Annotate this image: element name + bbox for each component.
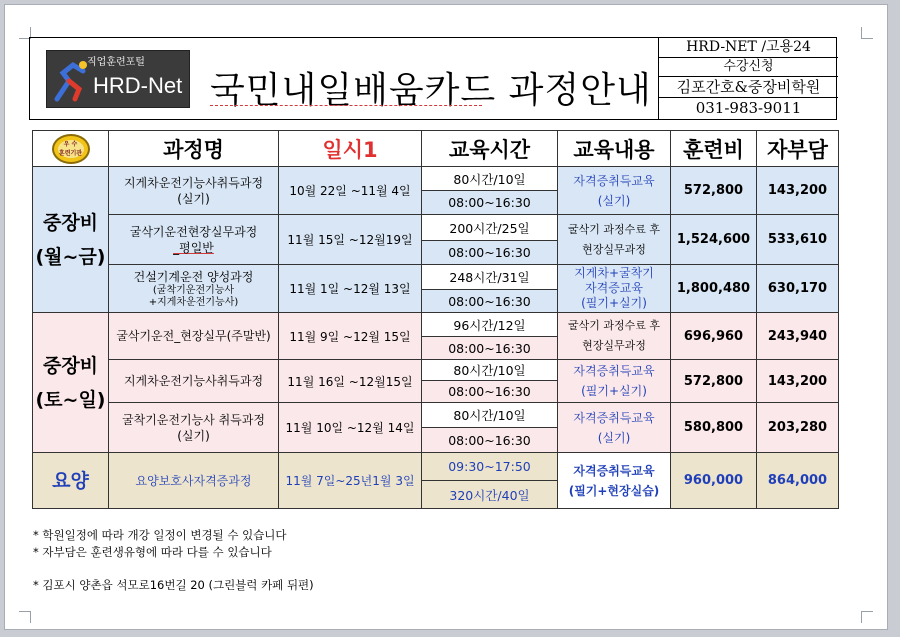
course-fee: 572,800 [671,167,757,215]
course-self-pay: 864,000 [757,453,839,509]
course-schedule: 11월 7일~25년1월 3일 [279,453,422,509]
course-schedule: 11월 10일 ~12월 14일 [279,403,422,453]
course-hours: 96시간/12일 [422,313,558,337]
course-hours: 80시간/10일 [422,403,558,428]
header-hours: 교육시간 [422,131,558,167]
course-time: 08:00~16:30 [422,191,558,215]
course-self-pay: 630,170 [757,265,839,313]
group-label-care: 요양 [33,453,109,509]
course-self-pay: 243,940 [757,313,839,360]
course-time: 08:00~16:30 [422,428,558,453]
course-hours: 80시간/10일 [422,167,558,191]
course-schedule: 11월 1일 ~12월 13일 [279,265,422,313]
table-row [33,453,839,481]
table-row [33,313,839,337]
course-fee: 696,960 [671,313,757,360]
header-course: 과정명 [109,131,279,167]
badge-line-1: 우 수 [63,140,78,148]
course-content: 지게차+굴착기 자격증교육 (필기+실기) [558,265,671,313]
course-self-pay: 533,610 [757,215,839,265]
table-header-row [33,131,839,167]
table-row [33,215,839,241]
logo-small-text: 직업훈련포털 [87,57,145,68]
course-name: 굴삭기운전현장실무과정 _평일반 [109,215,279,265]
course-hours: 200시간/25일 [422,215,558,241]
course-fee: 572,800 [671,360,757,403]
note-self-pay: * 자부담은 훈련생유형에 따라 다를 수 있습니다 [33,545,272,559]
header-content: 교육내용 [558,131,671,167]
course-content: 자격증취득교육 (실기) [558,403,671,453]
course-hours: 320시간/40일 [422,481,558,509]
crop-mark [861,611,873,623]
course-content: 자격증취득교육 (실기) [558,167,671,215]
course-name: 지게차운전기능사취득과정 (실기) [109,167,279,215]
course-time: 08:00~16:30 [422,241,558,265]
course-time: 08:00~16:30 [422,290,558,313]
course-time: 09:30~17:50 [422,453,558,481]
footnotes [33,527,314,594]
contact-box [658,37,838,120]
document-header [29,37,837,120]
course-fee: 1,800,480 [671,265,757,313]
info-line-1: HRD-NET /고용24 [659,37,838,58]
course-content: 굴삭기 과정수료 후 현장실무과정 [558,215,671,265]
course-time: 08:00~16:30 [422,337,558,360]
group-label-weekday: 중장비 (월~금) [33,167,109,313]
course-content: 굴삭기 과정수료 후 현장실무과정 [558,313,671,360]
course-schedule: 11월 9일 ~12월 15일 [279,313,422,360]
course-hours: 80시간/10일 [422,360,558,381]
header-self-pay: 자부담 [757,131,839,167]
note-schedule-change: * 학원일정에 따라 개강 일정이 변경될 수 있습니다 [33,528,287,542]
crop-mark [861,27,873,39]
course-schedule: 11월 15일 ~12월19일 [279,215,422,265]
course-schedule: 11월 16일 ~12월15일 [279,360,422,403]
spellcheck-underline [210,105,482,106]
phone-number: 031-983-9011 [695,99,802,117]
course-name: 굴삭기운전_현장실무(주말반) [109,313,279,360]
crop-mark [19,611,31,623]
header-schedule: 일시1 [279,131,422,167]
group-label-weekend: 중장비 (토~일) [33,313,109,453]
header-fee: 훈련비 [671,131,757,167]
course-fee: 1,524,600 [671,215,757,265]
course-fee: 580,800 [671,403,757,453]
table-row [33,360,839,381]
info-line-2: 수강신청 [659,58,838,77]
course-self-pay: 143,200 [757,167,839,215]
note-address: * 김포시 양촌읍 석모로16번길 20 (그린블럭 카페 뒤편) [33,578,314,592]
course-time: 08:00~16:30 [422,381,558,403]
badge-cell [33,131,109,167]
course-content: 자격증취득교육 (필기+실기) [558,360,671,403]
course-content: 자격증취득교육 (필기+현장실습) [558,453,671,509]
course-self-pay: 143,200 [757,360,839,403]
course-name: 지게차운전기능사취득과정 [109,360,279,403]
course-self-pay: 203,280 [757,403,839,453]
course-name: 요양보호사자격증과정 [109,453,279,509]
course-name: 건설기계운전 양성과정 (굴착기운전기능사 +지게차운전기능사) [109,265,279,313]
course-hours: 248시간/31일 [422,265,558,290]
course-name: 굴착기운전기능사 취득과정 (실기) [109,403,279,453]
course-table [32,130,839,509]
excellent-institution-badge-icon [52,134,90,164]
course-schedule: 10월 22일 ~11월 4일 [279,167,422,215]
academy-name: 김포간호&중장비학원 [659,77,838,98]
table-row [33,403,839,428]
hrd-net-logo [46,50,190,108]
page-title: 국민내일배움카드 과정안내 [210,70,652,111]
course-fee: 960,000 [671,453,757,509]
logo-main-text: HRD-Net [93,73,183,98]
table-row [33,265,839,290]
badge-line-2: 훈련기관 [58,149,83,157]
table-row [33,167,839,191]
